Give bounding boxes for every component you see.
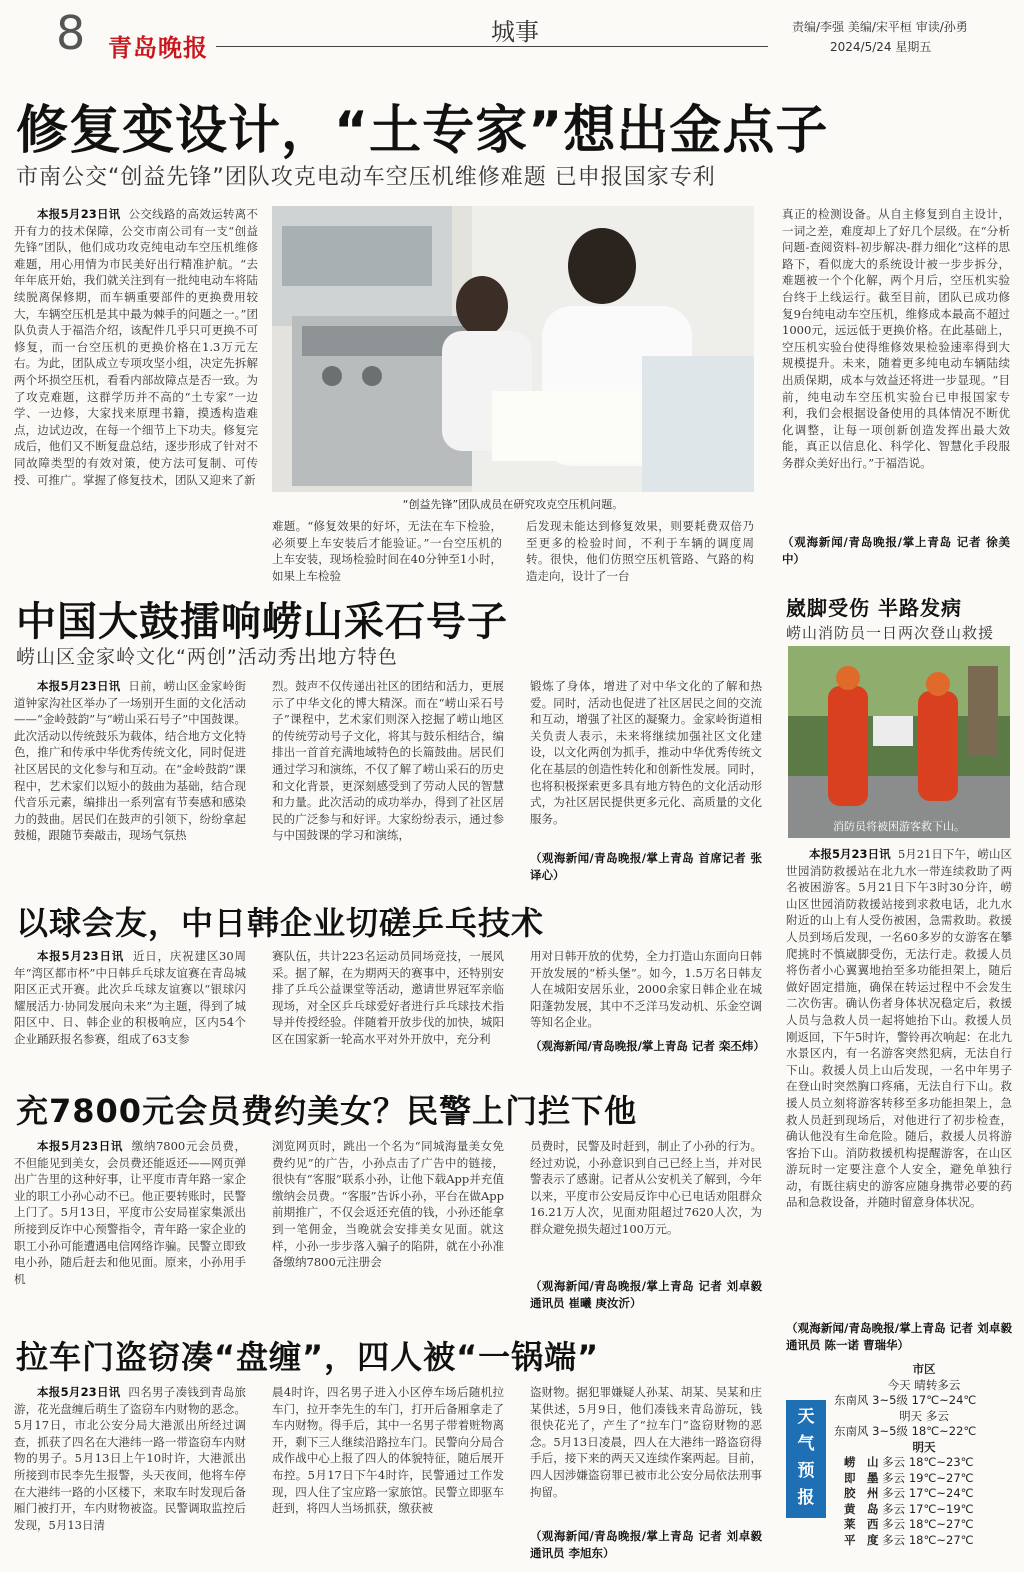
- article4-credit: （观海新闻/青岛晚报/掌上青岛 记者 刘卓毅 通讯员 崔曦 庚汝沂）: [530, 1279, 762, 1310]
- article3-col3: 用对日韩开放的优势，全力打造山东面向日韩开放发展的“桥头堡”。如今，1.5万名日韩友人在城阳安居乐业，2000余家日韩企业在城阳蓬勃发展，其中不乏洋马发动机、乐金空调等知名企业。: [530, 949, 762, 1030]
- article5-col1: 本报5月23日讯 四名男子凑钱到青岛旅游，花光盘缠后萌生了盗窃车内财物的恶念。5月17日，市北公安分局大港派出所经过调查，抓获了四名在大港纬一路一带盗窃车内财物的男子。5月13日上午10时许，大港派出所接到市民李先生报警，头天夜间，他将车停在大港纬一路的小区楼下，来取车时发现后备厢门被打开，车内财物被盗。民警调取监控后发现，5月13日清: [14, 1385, 247, 1532]
- article6-photo: [788, 646, 1010, 838]
- article5-col2: 晨4时许，四名男子进入小区停车场后随机拉车门，拉开李先生的车门，打开后备厢拿走了车内财物。得手后，其中一名男子带着赃物离开，剩下三人继续沿路拉车门。民警向分局合成作战中心上报了四人的体貌特征，随后展开布控。5月17日下午4时许，民警通过工作发现，四人住了宝应路一家旅馆。民警立即驱车赶到，将四人当场抓获，缴获被: [272, 1385, 504, 1516]
- weather-row: 平 度 多云 18℃~27℃: [844, 1532, 974, 1547]
- article6-body: 本报5月23日讯 5月21日下午，崂山区世园消防救援站在北九水一带连续救助了两名被困游客。5月21日下午3时30分许，崂山区世园消防救援站接到求救电话，北九水附近的山上有人受伤被困，急需救助。救援人员到场后发现，一名60多岁的女游客在攀爬挑时不慎崴脚受伤，无法行走。救援人员将伤者小心翼翼地抬至多功能担架上，随后做好固定措施，确保在转运过程中不会发生二次伤害。确认伤者身体状况稳定后，救援人员与急救人员一起将她抬下山。救援人员刚返回，下午5时许，警铃再次响起：在北九水景区内，有一名游客突然犯病，无法自行下山。救援人员上山后发现，一名中年男子在登山时突然胸口疼痛，无法自行下山。救援人员立刻将游客转移至多功能担架上，急救人员赶到现场后，对他进行了初步检查，确认他没有生命危险。随后，救援人员将游客抬下山。消防救援机构提醒游客，在山区游玩时一定要注意个人安全，避免单独行动，有既往病史的游客应随身携带必要的药品和急救设备，并随时留意身体状况。: [786, 847, 1012, 1210]
- article5-credit: （观海新闻/青岛晚报/掌上青岛 记者 刘卓毅 通讯员 李旭东）: [530, 1529, 762, 1560]
- article6-subhead: 崂山消防员一日两次登山救援: [786, 624, 995, 642]
- weather-row: 即 墨 多云 19℃~27℃: [844, 1470, 974, 1485]
- article4-col1: 本报5月23日讯 缴纳7800元会员费，不但能见到美女，会员费还能返还——网页弹出广告里的这种好事，让平度市青年路一家企业的职工小孙心动不已。他正要转账时，民警上门了。5月13日，平度市公安局崔家集派出所接到反诈中心预警指令，青年路一家企业的职工小孙可能遭遇电信网络诈骗。民警立即致电小孙，随后赶去和他见面。原来，小孙用手机: [14, 1139, 246, 1286]
- article4-headline: 充7800元会员费约美女？民警上门拦下他: [16, 1092, 638, 1130]
- article5-col3: 盗财物。据犯罪嫌疑人孙某、胡某、吴某和庄某供述，5月9日，他们凑钱来青岛游玩，钱很快花光了，产生了“拉车门”盗窃财物的恶念。5月13日凌晨，四人在大港纬一路盗窃得手后，接下来的两天又连续作案两起。目前，四人因涉嫌盗窃罪已被市北公安分局依法刑事拘留。: [530, 1385, 762, 1499]
- article4-col3: 员费时，民警及时赶到，制止了小孙的行为。经过劝说，小孙意识到自己已经上当，并对民警表示了感谢。记者从公安机关了解到，今年以来，平度市公安局反诈中心已电话劝阻群众16.21万人次，见面劝阻超过7620人次，为群众避免损失超过100万元。: [530, 1139, 762, 1236]
- weather-today-wind: 东南风 3~5级 17℃~24℃: [834, 1393, 977, 1407]
- page-number: 8: [56, 6, 86, 60]
- weather-label: 天气预报: [786, 1400, 826, 1518]
- article1-col4: 真正的检测设备。从自主修复到自主设计，一词之差，难度却上了好几个层级。在“分析问题-查阅资料-初步解决-群力细化”这样的思路下，看似庞大的系统设计被一步步拆分，难题被一个个化解，两个月后，空压机实验台终于上线运行。截至目前，团队已成功修复9台纯电动车空压机，维修成本最高不超过1000元，远远低于更换价格。在此基础上，空压机实验台使得维修效果检验速率得到大规模提升。未来，随着更多纯电动车辆陆续出质保期，成本与效益还将进一步显现。“目前，纯电动车空压机实验台已申报国家专利，我们会根据设备使用的具体情况不断优化调整，让每一项创新创造发挥出最大效能，真正以信息化、科学化、智慧化手段服务群众美好出行。”于福浩说。: [782, 207, 1010, 470]
- article1-subhead: 市南公交“创益先锋”团队攻克电动车空压机维修难题 已申报国家专利: [16, 165, 716, 190]
- article1-credit: （观海新闻/青岛晚报/掌上青岛 记者 徐美中）: [782, 535, 1010, 566]
- header-rule: [216, 46, 768, 47]
- article1-col3: 后发现未能达到修复效果，则要耗费双倍乃至更多的检验时间，不利于车辆的调度周转。很快，他们仿照空压机管路、气路的构造走向，设计了一台: [526, 519, 754, 583]
- article1-photo: [272, 206, 754, 492]
- weather-today: 今天 晴转多云: [887, 1377, 961, 1392]
- weather-panel: [834, 1362, 1014, 1548]
- article6-photo-caption: 消防员将被困游客救下山。: [833, 820, 965, 833]
- article2-col1: 本报5月23日讯 日前，崂山区金家岭街道钟家沟社区举办了一场别开生面的文化活动——“金岭鼓韵”与“崂山采石号子”中国鼓课。此次活动以传统鼓乐为载体，结合地方文化特色，推广和传承中华优秀传统文化，同时促进社区居民的文化参与和互动。在“金岭鼓韵”课程中，艺术家们以短小的鼓曲为基础，结合现代音乐元素，编排出一系列富有节奏感和感染力的鼓曲。居民们在鼓声的引领下，纷纷拿起鼓槌，跟随节奏敲击，现场气氛热: [14, 679, 247, 843]
- weather-tomorrow-title: 明天: [912, 1439, 936, 1454]
- firefighters-photo-illustration: [788, 646, 1010, 838]
- article2-credit: （观海新闻/青岛晚报/掌上青岛 首席记者 张译心）: [530, 851, 762, 882]
- weather-tomorrow-wind: 东南风 3~5级 18℃~22℃: [834, 1424, 977, 1438]
- article3-headline: 以球会友，中日韩企业切磋乒乓技术: [16, 904, 545, 942]
- article1-col1: 本报5月23日讯 公交线路的高效运转离不开有力的技术保障，公交市南公司有一支“创益先锋”团队，他们成功攻克纯电动车空压机维修难题，用心用情为市民美好出行精准护航。“去年年底开始，我们就关注到有一批纯电动车将陆续脱离保修期，而车辆重要部件的更换费用较大，车辆空压机是其中最为棘手的问题之一。”团队负责人于福浩介绍，该配件几乎只可更换不可修复，而一台空压机的更换价格在1.3万元左右。为此，团队成立专项攻坚小组，决定先拆解两个坏损空压机，看看内部故障点是否一致。为了攻克难题，这群学历并不高的“土专家”一边学、一边修，大家找来原理书籍，摸透构造难点，边试边改，在每一个细节上下功夫。修复完成后，他们又不断复盘总结，逐步形成了针对不同故障类型的有效对策，使方法可复制、可传授、可推广。掌握了修复技术，团队又迎来了新: [14, 207, 259, 487]
- engineers-photo-illustration: [272, 206, 754, 492]
- article1-headline: 修复变设计，“土专家”想出金点子: [16, 101, 829, 161]
- weather-tomorrow: 明天 多云: [899, 1408, 949, 1423]
- newspaper-logo: 青岛晚报: [108, 34, 208, 62]
- article1-photo-caption: “创益先锋”团队成员在研究攻克空压机问题。: [402, 498, 624, 511]
- article6-headline: 崴脚受伤 半路发病: [786, 596, 962, 620]
- article2-subhead: 崂山区金家岭文化“两创”活动秀出地方特色: [16, 646, 398, 668]
- article1-col2: 难题。“修复效果的好坏，无法在车下检验，必须要上车安装后才能验证。”一台空压机的上车安装，现场检验时间在40分钟至1小时，如果上车检验: [272, 519, 502, 583]
- article2-col2: 烈。鼓声不仅传递出社区的团结和活力，更展示了中华文化的博大精深。而在“崂山采石号子”课程中，艺术家们则深入挖掘了崂山地区的传统劳动号子文化，将其与鼓乐相结合，编排出一首首充满地域特色的长篇鼓曲。居民们通过学习和演练，不仅了解了崂山采石的历史和文化背景，更深刻感受到了劳动人民的智慧和力量。此次活动的成功举办，得到了社区居民的广泛参与和好评。大家纷纷表示，通过参与中国鼓课的学习和演练，: [272, 679, 504, 843]
- article3-credit: （观海新闻/青岛晚报/掌上青岛 记者 栾丕炜）: [530, 1039, 765, 1053]
- weather-row: 崂 山 多云 18℃~23℃: [844, 1455, 974, 1469]
- article2-headline: 中国大鼓擂响崂山采石号子: [16, 599, 508, 645]
- article4-col2: 浏览网页时，跳出一个名为“同城海量美女免费约见”的广告，小孙点击了广告中的链接，很快有“客服”联系小孙，让他下载App并充值缴纳会员费。“客服”告诉小孙，平台在做App前期推广，不仅会返还充值的钱，小孙还能拿到一笔佣金，当晚就会安排美女见面。就这样，小孙一步步落入骗子的陷阱，就在小孙准备缴纳7800元注册会: [272, 1139, 504, 1270]
- article2-col3: 锻炼了身体，增进了对中华文化的了解和热爱。同时，活动也促进了社区居民之间的交流和互动，增强了社区的凝聚力。金家岭街道相关负责人表示，未来将继续加强社区文化建设，以文化两创为抓手，推动中华优秀传统文化在基层的创造性转化和创新性发展。同时，也将积极探索更多具有地方特色的文化活动形式，为社区居民提供更多元化、高质量的文化服务。: [530, 679, 762, 826]
- article1-lead: 本报5月23日讯: [37, 207, 121, 221]
- section-title: 城事: [491, 18, 539, 46]
- weather-row: 黄 岛 多云 17℃~19℃: [844, 1501, 974, 1516]
- editor-credits: 责编/李强 美编/宋平桓 审读/孙勇: [792, 20, 968, 34]
- article5-headline: 拉车门盗窃凑“盘缠”，四人被“一锅端”: [16, 1338, 600, 1376]
- article3-col2: 赛队伍，共计223名运动员同场竞技，一展风采。据了解，在为期两天的赛事中，还特别安排了乒乓公益课堂等活动，邀请世界冠军亲临现场，对全区乒乓球爱好者进行乒乓球技术指导并传授经验。伴随着开放步伐的加快，城阳区在国家新一轮高水平对外开放中，充分利: [272, 949, 504, 1046]
- issue-date: 2024/5/24 星期五: [830, 40, 932, 54]
- weather-row: 胶 州 多云 17℃~24℃: [844, 1486, 974, 1500]
- weather-row: 莱 西 多云 18℃~27℃: [844, 1517, 974, 1531]
- weather-city-title: 市区: [912, 1362, 936, 1376]
- article3-col1: 本报5月23日讯 近日，庆祝建区30周年“湾区都市杯”中日韩乒乓球友谊赛在青岛城阳区正式开赛。此次乒乓球友谊赛以“银球闪耀展活力·协同发展向未来”为主题，得到了城阳区中、日、韩企业的积极响应，区内54个企业踊跃报名参赛，组成了63支参: [14, 949, 246, 1046]
- article6-credit: （观海新闻/青岛晚报/掌上青岛 记者 刘卓毅 通讯员 陈一诺 曹瑞华）: [786, 1321, 1012, 1352]
